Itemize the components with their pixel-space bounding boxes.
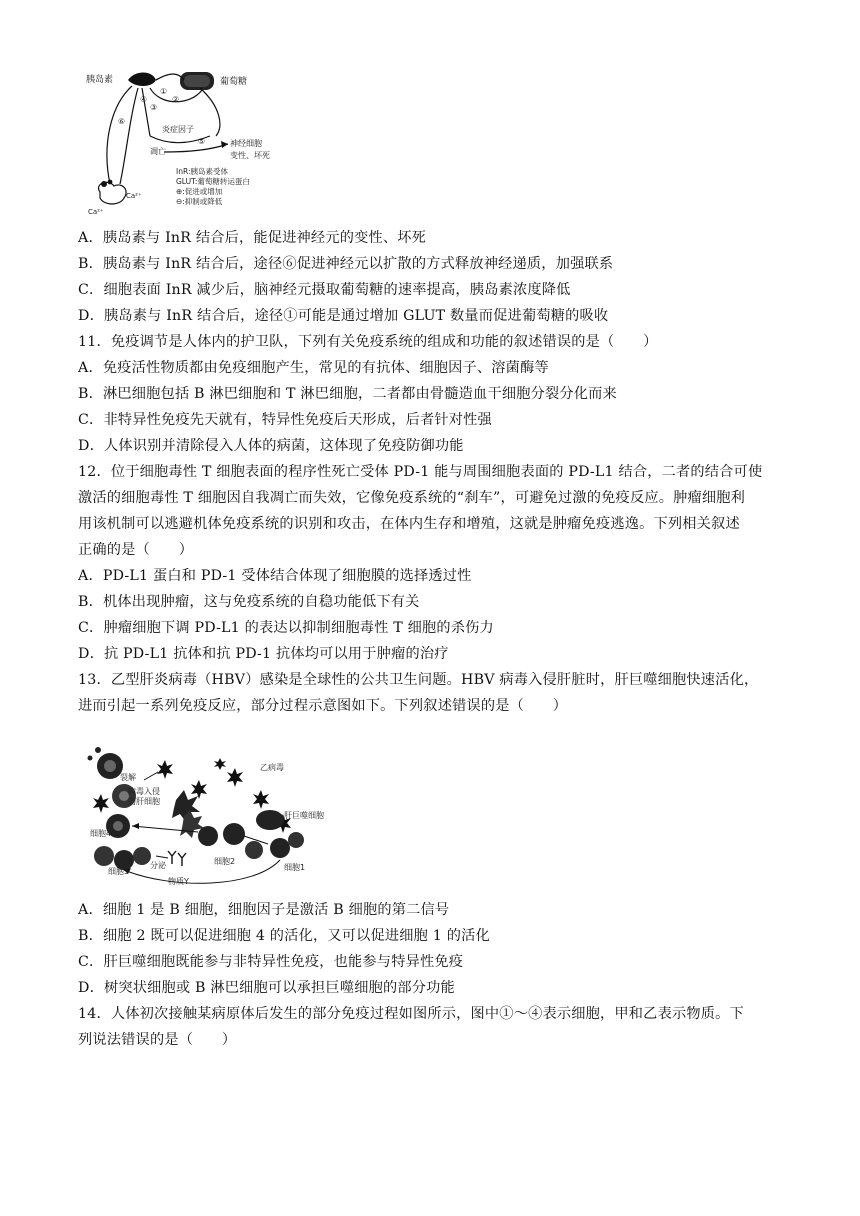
q12-stem-line-1: 12．位于细胞毒性 T 细胞表面的程序性死亡受体 PD-1 能与周围细胞表面的 PD-L1 结合，二者的结合可使 — [78, 464, 763, 480]
substance-y-label: 物质Y — [168, 877, 189, 886]
q12-stem-line-4: 正确的是（ ） — [78, 542, 194, 558]
glucose-label: 葡萄糖 — [220, 77, 248, 87]
neuron-degeneration-label: 变性、坏死 — [230, 151, 270, 160]
cell-1-label: 细胞1 — [284, 863, 306, 872]
insulin-pathway-figure — [80, 66, 290, 218]
q12-option-b: B．机体出现肿瘤，这与免疫系统的自稳功能低下有关 — [78, 594, 420, 610]
insulin-label: 胰岛素 — [86, 75, 114, 85]
legend-glut: GLUT:葡萄糖转运蛋白 — [176, 177, 250, 186]
q13-option-c: C．肝巨噬细胞既能参与非特异性免疫，也能参与特异性免疫 — [78, 954, 464, 970]
virus-label: 乙病毒 — [260, 763, 284, 772]
q12-option-d: D．抗 PD-L1 抗体和抗 PD-1 抗体均可以用于肿瘤的治疗 — [78, 646, 449, 662]
q13-stem-line-1: 13．乙型肝炎病毒（HBV）感染是全球性的公共卫生问题。HBV 病毒入侵肝脏时，肝巨噬细胞快速活化， — [78, 672, 759, 688]
q11-stem: 11．免疫调节是人体内的护卫队，下列有关免疫系统的组成和功能的叙述错误的是（ ） — [78, 334, 658, 350]
q10-option-a: A．胰岛素与 InR 结合后，能促进神经元的变性、坏死 — [78, 230, 427, 246]
q11-option-d: D．人体识别并清除侵入人体的病菌，这体现了免疫防御功能 — [78, 438, 464, 454]
q13-option-a: A．细胞 1 是 B 细胞，细胞因子是激活 B 细胞的第二信号 — [78, 902, 450, 918]
legend-promote: ⊕:促进或增加 — [176, 187, 223, 196]
kupffer-cell-label: 肝巨噬细胞 — [284, 811, 324, 820]
cell-3-label: 细胞3 — [108, 867, 130, 876]
q12-option-c: C．肿瘤细胞下调 PD-L1 的表达以抑制细胞毒性 T 细胞的杀伤力 — [78, 620, 494, 636]
q11-option-c: C．非特异性免疫先天就有，特异性免疫后天形成，后者针对性强 — [78, 412, 492, 428]
q12-option-a: A．PD-L1 蛋白和 PD-1 受体结合体现了细胞膜的选择透过性 — [78, 568, 472, 584]
q11-option-a: A．免疫活性物质都由免疫细胞产生，常见的有抗体、细胞因子、溶菌酶等 — [78, 360, 549, 376]
calcium-label-2: Ca²⁺ — [126, 192, 142, 200]
q12-stem-line-2: 激活的细胞毒性 T 细胞因自我凋亡而失效，它像免疫系统的“刹车”，可避免过激的免疫反应。肿瘤细胞利 — [78, 490, 746, 506]
step-5-label: ⑤ — [198, 137, 206, 146]
lysis-label: 裂解 — [120, 773, 136, 782]
q10-option-b: B．胰岛素与 InR 结合后，途径⑥促进神经元以扩散的方式释放神经递质，加强联系 — [78, 256, 614, 272]
step-1-label: ① — [160, 87, 168, 96]
infected-cell-label-1: 病毒入侵 — [128, 787, 160, 796]
q10-option-d: D．胰岛素与 InR 结合后，途径①可能是通过增加 GLUT 数量而促进葡萄糖的吸收 — [78, 308, 609, 324]
cell-4-label: 细胞4 — [90, 829, 112, 838]
cell-2-label: 细胞2 — [214, 857, 236, 866]
secrete-label: 分泌 — [150, 861, 166, 870]
step-4-label: ④ — [140, 95, 148, 104]
q10-option-c: C．细胞表面 InR 减少后，脑神经元摄取葡萄糖的速率提高，胰岛素浓度降低 — [78, 282, 571, 298]
hbv-immune-figure — [84, 738, 334, 888]
q11-option-b: B．淋巴细胞包括 B 淋巴细胞和 T 淋巴细胞，二者都由骨髓造血干细胞分裂分化而来 — [78, 386, 617, 402]
legend-inr: InR:胰岛素受体 — [176, 167, 228, 176]
q14-stem-line-2: 列说法错误的是（ ） — [78, 1032, 237, 1048]
calcium-label-1: Ca²⁺ — [88, 208, 104, 216]
apoptosis-label: 凋亡 — [150, 147, 166, 156]
step-6-label: ⑥ — [118, 117, 126, 126]
inflammatory-factor-label: 炎症因子 — [162, 125, 194, 134]
infected-cell-label-2: 的肝细胞 — [128, 797, 160, 806]
neuron-label: 神经细胞 — [230, 139, 262, 148]
q13-option-d: D．树突状细胞或 B 淋巴细胞可以承担巨噬细胞的部分功能 — [78, 980, 455, 996]
q14-stem-line-1: 14．人体初次接触某病原体后发生的部分免疫过程如图所示，图中①～④表示细胞，甲和乙表示物质。下 — [78, 1006, 744, 1022]
q12-stem-line-3: 用该机制可以逃避机体免疫系统的识别和攻击，在体内生存和增殖，这就是肿瘤免疫逃逸。下列相关叙述 — [78, 516, 740, 532]
step-3-label: ③ — [150, 103, 158, 112]
q13-option-b: B．细胞 2 既可以促进细胞 4 的活化，又可以促进细胞 1 的活化 — [78, 928, 490, 944]
legend-inhibit: ⊖:抑制或降低 — [176, 197, 223, 206]
step-2-label: ② — [172, 95, 180, 104]
q13-stem-line-2: 进而引起一系列免疫反应，部分过程示意图如下。下列叙述错误的是（ ） — [78, 698, 568, 714]
